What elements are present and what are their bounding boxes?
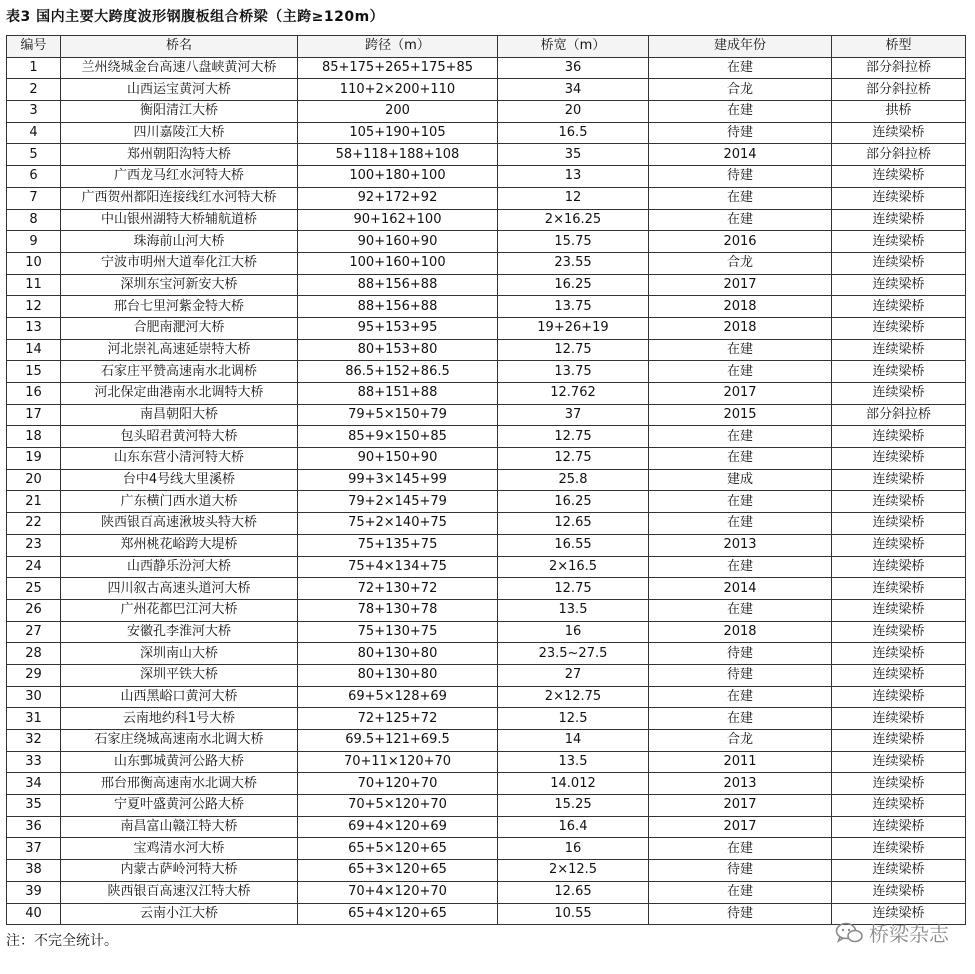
col-header-width: 桥宽（m） — [498, 36, 649, 58]
table-row — [7, 795, 966, 817]
cell-width: 16 — [498, 621, 649, 643]
cell-year: 在建 — [649, 101, 832, 123]
cell-number: 2 — [7, 79, 61, 101]
cell-bridge-name: 广东横门西水道大桥 — [61, 491, 298, 513]
cell-bridge-name: 山西运宝黄河大桥 — [61, 79, 298, 101]
cell-number: 20 — [7, 469, 61, 491]
bridge-table — [6, 35, 966, 925]
table-row — [7, 317, 966, 339]
table-row — [7, 296, 966, 318]
cell-span: 85+175+265+175+85 — [298, 57, 498, 79]
cell-year: 待建 — [649, 664, 832, 686]
cell-bridge-name: 山东鄄城黄河公路大桥 — [61, 751, 298, 773]
table-row — [7, 903, 966, 925]
cell-year: 2015 — [649, 404, 832, 426]
cell-number: 4 — [7, 122, 61, 144]
cell-bridge-type: 连续梁桥 — [832, 795, 966, 817]
cell-bridge-name: 包头昭君黄河特大桥 — [61, 426, 298, 448]
cell-bridge-type: 连续梁桥 — [832, 513, 966, 535]
table-row — [7, 556, 966, 578]
cell-year: 合龙 — [649, 79, 832, 101]
cell-number: 28 — [7, 643, 61, 665]
cell-bridge-name: 深圳平铁大桥 — [61, 664, 298, 686]
cell-bridge-name: 合肥南淝河大桥 — [61, 317, 298, 339]
table-header-row — [7, 36, 966, 58]
table-row — [7, 621, 966, 643]
cell-bridge-type: 连续梁桥 — [832, 231, 966, 253]
cell-number: 21 — [7, 491, 61, 513]
cell-width: 23.5~27.5 — [498, 643, 649, 665]
cell-span: 86.5+152+86.5 — [298, 361, 498, 383]
cell-number: 8 — [7, 209, 61, 231]
cell-bridge-name: 广州花都巴江河大桥 — [61, 599, 298, 621]
cell-number: 22 — [7, 513, 61, 535]
cell-year: 在建 — [649, 491, 832, 513]
cell-year: 在建 — [649, 187, 832, 209]
cell-year: 2014 — [649, 578, 832, 600]
cell-bridge-type: 连续梁桥 — [832, 664, 966, 686]
col-header-type: 桥型 — [832, 36, 966, 58]
cell-bridge-name: 宁夏叶盛黄河公路大桥 — [61, 795, 298, 817]
cell-year: 在建 — [649, 426, 832, 448]
cell-bridge-name: 邢台七里河紫金特大桥 — [61, 296, 298, 318]
table-row — [7, 144, 966, 166]
cell-number: 30 — [7, 686, 61, 708]
table-row — [7, 361, 966, 383]
cell-width: 2×12.5 — [498, 860, 649, 882]
cell-number: 3 — [7, 101, 61, 123]
cell-span: 69.5+121+69.5 — [298, 730, 498, 752]
cell-number: 25 — [7, 578, 61, 600]
cell-bridge-type: 连续梁桥 — [832, 166, 966, 188]
cell-width: 36 — [498, 57, 649, 79]
cell-bridge-name: 陕西银百高速汉江特大桥 — [61, 881, 298, 903]
cell-span: 65+5×120+65 — [298, 838, 498, 860]
col-header-number: 编号 — [7, 36, 61, 58]
cell-bridge-name: 广西龙马红水河特大桥 — [61, 166, 298, 188]
cell-bridge-name: 衡阳清江大桥 — [61, 101, 298, 123]
cell-bridge-name: 兰州绕城金台高速八盘峡黄河大桥 — [61, 57, 298, 79]
cell-width: 15.75 — [498, 231, 649, 253]
cell-year: 待建 — [649, 122, 832, 144]
cell-span: 99+3×145+99 — [298, 469, 498, 491]
cell-width: 13.75 — [498, 361, 649, 383]
cell-year: 2018 — [649, 621, 832, 643]
cell-span: 80+130+80 — [298, 664, 498, 686]
col-header-name: 桥名 — [61, 36, 298, 58]
cell-number: 38 — [7, 860, 61, 882]
cell-year: 在建 — [649, 513, 832, 535]
cell-span: 75+2×140+75 — [298, 513, 498, 535]
cell-bridge-name: 河北崇礼高速延崇特大桥 — [61, 339, 298, 361]
cell-bridge-type: 连续梁桥 — [832, 383, 966, 405]
cell-bridge-name: 石家庄平赞高速南水北调桥 — [61, 361, 298, 383]
cell-bridge-name: 珠海前山河大桥 — [61, 231, 298, 253]
table-row — [7, 469, 966, 491]
cell-bridge-type: 连续梁桥 — [832, 209, 966, 231]
cell-span: 85+9×150+85 — [298, 426, 498, 448]
cell-number: 7 — [7, 187, 61, 209]
cell-span: 58+118+188+108 — [298, 144, 498, 166]
cell-span: 90+150+90 — [298, 448, 498, 470]
table-row — [7, 773, 966, 795]
cell-span: 70+120+70 — [298, 773, 498, 795]
cell-width: 14.012 — [498, 773, 649, 795]
cell-width: 16.25 — [498, 274, 649, 296]
cell-bridge-type: 连续梁桥 — [832, 751, 966, 773]
cell-number: 6 — [7, 166, 61, 188]
cell-number: 24 — [7, 556, 61, 578]
cell-bridge-type: 连续梁桥 — [832, 187, 966, 209]
cell-bridge-name: 内蒙古萨岭河特大桥 — [61, 860, 298, 882]
cell-width: 16.55 — [498, 534, 649, 556]
cell-number: 19 — [7, 448, 61, 470]
cell-width: 35 — [498, 144, 649, 166]
cell-width: 12.75 — [498, 339, 649, 361]
table-row — [7, 491, 966, 513]
table-row — [7, 751, 966, 773]
cell-width: 15.25 — [498, 795, 649, 817]
cell-span: 72+125+72 — [298, 708, 498, 730]
cell-bridge-name: 邢台邢衡高速南水北调大桥 — [61, 773, 298, 795]
cell-span: 72+130+72 — [298, 578, 498, 600]
table-row — [7, 383, 966, 405]
wechat-icon — [835, 922, 863, 944]
cell-bridge-type: 连续梁桥 — [832, 730, 966, 752]
cell-span: 95+153+95 — [298, 317, 498, 339]
cell-bridge-name: 山东东营小清河特大桥 — [61, 448, 298, 470]
cell-span: 75+130+75 — [298, 621, 498, 643]
cell-width: 13 — [498, 166, 649, 188]
cell-bridge-type: 连续梁桥 — [832, 122, 966, 144]
cell-year: 待建 — [649, 166, 832, 188]
table-row — [7, 816, 966, 838]
cell-bridge-name: 南昌朝阳大桥 — [61, 404, 298, 426]
cell-number: 9 — [7, 231, 61, 253]
cell-span: 75+4×134+75 — [298, 556, 498, 578]
table-row — [7, 122, 966, 144]
cell-bridge-type: 连续梁桥 — [832, 469, 966, 491]
cell-bridge-type: 连续梁桥 — [832, 708, 966, 730]
watermark-text: 桥梁杂志 — [869, 922, 949, 946]
cell-bridge-name: 四川叙古高速头道河大桥 — [61, 578, 298, 600]
table-row — [7, 448, 966, 470]
cell-bridge-name: 山西静乐汾河大桥 — [61, 556, 298, 578]
cell-year: 2017 — [649, 383, 832, 405]
table-row — [7, 599, 966, 621]
cell-number: 13 — [7, 317, 61, 339]
cell-bridge-name: 山西黑峪口黄河大桥 — [61, 686, 298, 708]
cell-bridge-type: 连续梁桥 — [832, 296, 966, 318]
cell-span: 79+5×150+79 — [298, 404, 498, 426]
cell-bridge-type: 连续梁桥 — [832, 426, 966, 448]
cell-width: 13.5 — [498, 751, 649, 773]
cell-number: 33 — [7, 751, 61, 773]
cell-year: 在建 — [649, 708, 832, 730]
footnote: 注：不完全统计。 — [6, 933, 118, 949]
cell-number: 37 — [7, 838, 61, 860]
table-row — [7, 101, 966, 123]
cell-width: 34 — [498, 79, 649, 101]
cell-span: 90+160+90 — [298, 231, 498, 253]
cell-span: 92+172+92 — [298, 187, 498, 209]
cell-bridge-type: 连续梁桥 — [832, 860, 966, 882]
cell-bridge-name: 广西贺州都阳连接线红水河特大桥 — [61, 187, 298, 209]
cell-bridge-name: 宁波市明州大道奉化江大桥 — [61, 252, 298, 274]
cell-width: 12.75 — [498, 448, 649, 470]
cell-bridge-type: 连续梁桥 — [832, 599, 966, 621]
cell-bridge-name: 云南地约科1号大桥 — [61, 708, 298, 730]
cell-year: 2017 — [649, 795, 832, 817]
cell-bridge-type: 连续梁桥 — [832, 361, 966, 383]
cell-year: 在建 — [649, 361, 832, 383]
cell-number: 32 — [7, 730, 61, 752]
cell-width: 12.75 — [498, 426, 649, 448]
cell-year: 2017 — [649, 274, 832, 296]
cell-year: 在建 — [649, 556, 832, 578]
cell-width: 12.5 — [498, 708, 649, 730]
cell-year: 合龙 — [649, 730, 832, 752]
cell-number: 34 — [7, 773, 61, 795]
cell-number: 23 — [7, 534, 61, 556]
table-row — [7, 860, 966, 882]
watermark — [835, 918, 949, 947]
table-row — [7, 838, 966, 860]
table-row — [7, 664, 966, 686]
cell-number: 14 — [7, 339, 61, 361]
table-row — [7, 513, 966, 535]
cell-number: 26 — [7, 599, 61, 621]
cell-number: 12 — [7, 296, 61, 318]
cell-bridge-name: 深圳南山大桥 — [61, 643, 298, 665]
cell-span: 70+11×120+70 — [298, 751, 498, 773]
cell-width: 13.5 — [498, 599, 649, 621]
cell-bridge-name: 郑州桃花峪跨大堤桥 — [61, 534, 298, 556]
cell-year: 2018 — [649, 317, 832, 339]
cell-bridge-type: 连续梁桥 — [832, 881, 966, 903]
cell-year: 2016 — [649, 231, 832, 253]
cell-bridge-type: 部分斜拉桥 — [832, 57, 966, 79]
cell-year: 在建 — [649, 686, 832, 708]
cell-width: 25.8 — [498, 469, 649, 491]
cell-bridge-type: 连续梁桥 — [832, 534, 966, 556]
cell-bridge-name: 云南小江大桥 — [61, 903, 298, 925]
cell-width: 16.4 — [498, 816, 649, 838]
col-header-span: 跨径（m） — [298, 36, 498, 58]
cell-span: 80+153+80 — [298, 339, 498, 361]
cell-bridge-type: 部分斜拉桥 — [832, 404, 966, 426]
cell-number: 35 — [7, 795, 61, 817]
cell-bridge-type: 连续梁桥 — [832, 578, 966, 600]
cell-width: 37 — [498, 404, 649, 426]
cell-bridge-type: 连续梁桥 — [832, 903, 966, 925]
cell-width: 12.762 — [498, 383, 649, 405]
cell-number: 15 — [7, 361, 61, 383]
cell-span: 65+3×120+65 — [298, 860, 498, 882]
cell-width: 12.65 — [498, 513, 649, 535]
cell-width: 23.55 — [498, 252, 649, 274]
cell-bridge-type: 部分斜拉桥 — [832, 79, 966, 101]
table-row — [7, 643, 966, 665]
cell-year: 建成 — [649, 469, 832, 491]
cell-bridge-name: 河北保定曲港南水北调特大桥 — [61, 383, 298, 405]
cell-width: 14 — [498, 730, 649, 752]
table-row — [7, 252, 966, 274]
cell-number: 17 — [7, 404, 61, 426]
cell-width: 13.75 — [498, 296, 649, 318]
cell-bridge-type: 连续梁桥 — [832, 491, 966, 513]
cell-span: 110+2×200+110 — [298, 79, 498, 101]
table-row — [7, 686, 966, 708]
cell-bridge-name: 郑州朝阳沟特大桥 — [61, 144, 298, 166]
table-row — [7, 404, 966, 426]
cell-width: 16.25 — [498, 491, 649, 513]
cell-width: 27 — [498, 664, 649, 686]
table-row — [7, 578, 966, 600]
cell-bridge-type: 连续梁桥 — [832, 556, 966, 578]
table-caption: 表3 国内主要大跨度波形钢腹板组合桥梁（主跨≥120m） — [6, 9, 385, 25]
cell-bridge-type: 连续梁桥 — [832, 339, 966, 361]
cell-width: 12.75 — [498, 578, 649, 600]
cell-width: 10.55 — [498, 903, 649, 925]
cell-bridge-type: 拱桥 — [832, 101, 966, 123]
cell-bridge-name: 南昌富山赣江特大桥 — [61, 816, 298, 838]
cell-span: 69+5×128+69 — [298, 686, 498, 708]
cell-bridge-type: 连续梁桥 — [832, 686, 966, 708]
cell-span: 78+130+78 — [298, 599, 498, 621]
cell-year: 在建 — [649, 599, 832, 621]
cell-bridge-type: 连续梁桥 — [832, 816, 966, 838]
cell-bridge-type: 连续梁桥 — [832, 317, 966, 339]
table-row — [7, 881, 966, 903]
col-header-year: 建成年份 — [649, 36, 832, 58]
cell-year: 待建 — [649, 903, 832, 925]
cell-span: 70+5×120+70 — [298, 795, 498, 817]
cell-span: 80+130+80 — [298, 643, 498, 665]
table-row — [7, 534, 966, 556]
cell-number: 5 — [7, 144, 61, 166]
cell-number: 18 — [7, 426, 61, 448]
cell-span: 79+2×145+79 — [298, 491, 498, 513]
cell-bridge-name: 陕西银百高速湫坡头特大桥 — [61, 513, 298, 535]
cell-width: 2×16.25 — [498, 209, 649, 231]
cell-number: 31 — [7, 708, 61, 730]
cell-bridge-type: 连续梁桥 — [832, 621, 966, 643]
cell-span: 90+162+100 — [298, 209, 498, 231]
cell-year: 2011 — [649, 751, 832, 773]
cell-number: 29 — [7, 664, 61, 686]
cell-span: 69+4×120+69 — [298, 816, 498, 838]
cell-year: 待建 — [649, 643, 832, 665]
cell-bridge-name: 深圳东宝河新安大桥 — [61, 274, 298, 296]
table-row — [7, 339, 966, 361]
cell-bridge-name: 石家庄绕城高速南水北调大桥 — [61, 730, 298, 752]
table-row — [7, 166, 966, 188]
cell-number: 11 — [7, 274, 61, 296]
cell-number: 16 — [7, 383, 61, 405]
cell-bridge-type: 连续梁桥 — [832, 274, 966, 296]
cell-width: 12 — [498, 187, 649, 209]
cell-span: 65+4×120+65 — [298, 903, 498, 925]
table-row — [7, 708, 966, 730]
cell-width: 16 — [498, 838, 649, 860]
cell-year: 2013 — [649, 773, 832, 795]
cell-number: 10 — [7, 252, 61, 274]
cell-span: 88+151+88 — [298, 383, 498, 405]
cell-bridge-type: 连续梁桥 — [832, 252, 966, 274]
cell-year: 在建 — [649, 339, 832, 361]
cell-span: 100+180+100 — [298, 166, 498, 188]
cell-number: 39 — [7, 881, 61, 903]
cell-bridge-type: 连续梁桥 — [832, 448, 966, 470]
cell-year: 待建 — [649, 860, 832, 882]
cell-bridge-name: 四川嘉陵江大桥 — [61, 122, 298, 144]
cell-span: 75+135+75 — [298, 534, 498, 556]
table-row — [7, 57, 966, 79]
cell-number: 27 — [7, 621, 61, 643]
cell-bridge-name: 安徽孔李淮河大桥 — [61, 621, 298, 643]
cell-year: 2013 — [649, 534, 832, 556]
cell-number: 36 — [7, 816, 61, 838]
table-row — [7, 231, 966, 253]
table-row — [7, 274, 966, 296]
cell-width: 20 — [498, 101, 649, 123]
cell-bridge-name: 台中4号线大里溪桥 — [61, 469, 298, 491]
cell-width: 12.65 — [498, 881, 649, 903]
cell-span: 88+156+88 — [298, 296, 498, 318]
table-row — [7, 79, 966, 101]
cell-bridge-type: 连续梁桥 — [832, 838, 966, 860]
cell-width: 16.5 — [498, 122, 649, 144]
cell-year: 2014 — [649, 144, 832, 166]
cell-year: 在建 — [649, 881, 832, 903]
cell-span: 105+190+105 — [298, 122, 498, 144]
cell-year: 在建 — [649, 448, 832, 470]
cell-width: 2×16.5 — [498, 556, 649, 578]
cell-bridge-name: 中山银州湖特大桥辅航道桥 — [61, 209, 298, 231]
cell-span: 88+156+88 — [298, 274, 498, 296]
cell-bridge-type: 连续梁桥 — [832, 643, 966, 665]
cell-span: 200 — [298, 101, 498, 123]
cell-span: 100+160+100 — [298, 252, 498, 274]
cell-bridge-type: 连续梁桥 — [832, 773, 966, 795]
cell-number: 40 — [7, 903, 61, 925]
cell-bridge-type: 部分斜拉桥 — [832, 144, 966, 166]
table-row — [7, 187, 966, 209]
cell-width: 19+26+19 — [498, 317, 649, 339]
cell-year: 在建 — [649, 838, 832, 860]
cell-span: 70+4×120+70 — [298, 881, 498, 903]
cell-year: 2018 — [649, 296, 832, 318]
cell-year: 在建 — [649, 57, 832, 79]
cell-number: 1 — [7, 57, 61, 79]
table-row — [7, 426, 966, 448]
cell-width: 2×12.75 — [498, 686, 649, 708]
cell-year: 合龙 — [649, 252, 832, 274]
cell-bridge-name: 宝鸡清水河大桥 — [61, 838, 298, 860]
table-row — [7, 730, 966, 752]
cell-year: 在建 — [649, 209, 832, 231]
table-row — [7, 209, 966, 231]
cell-year: 2017 — [649, 816, 832, 838]
